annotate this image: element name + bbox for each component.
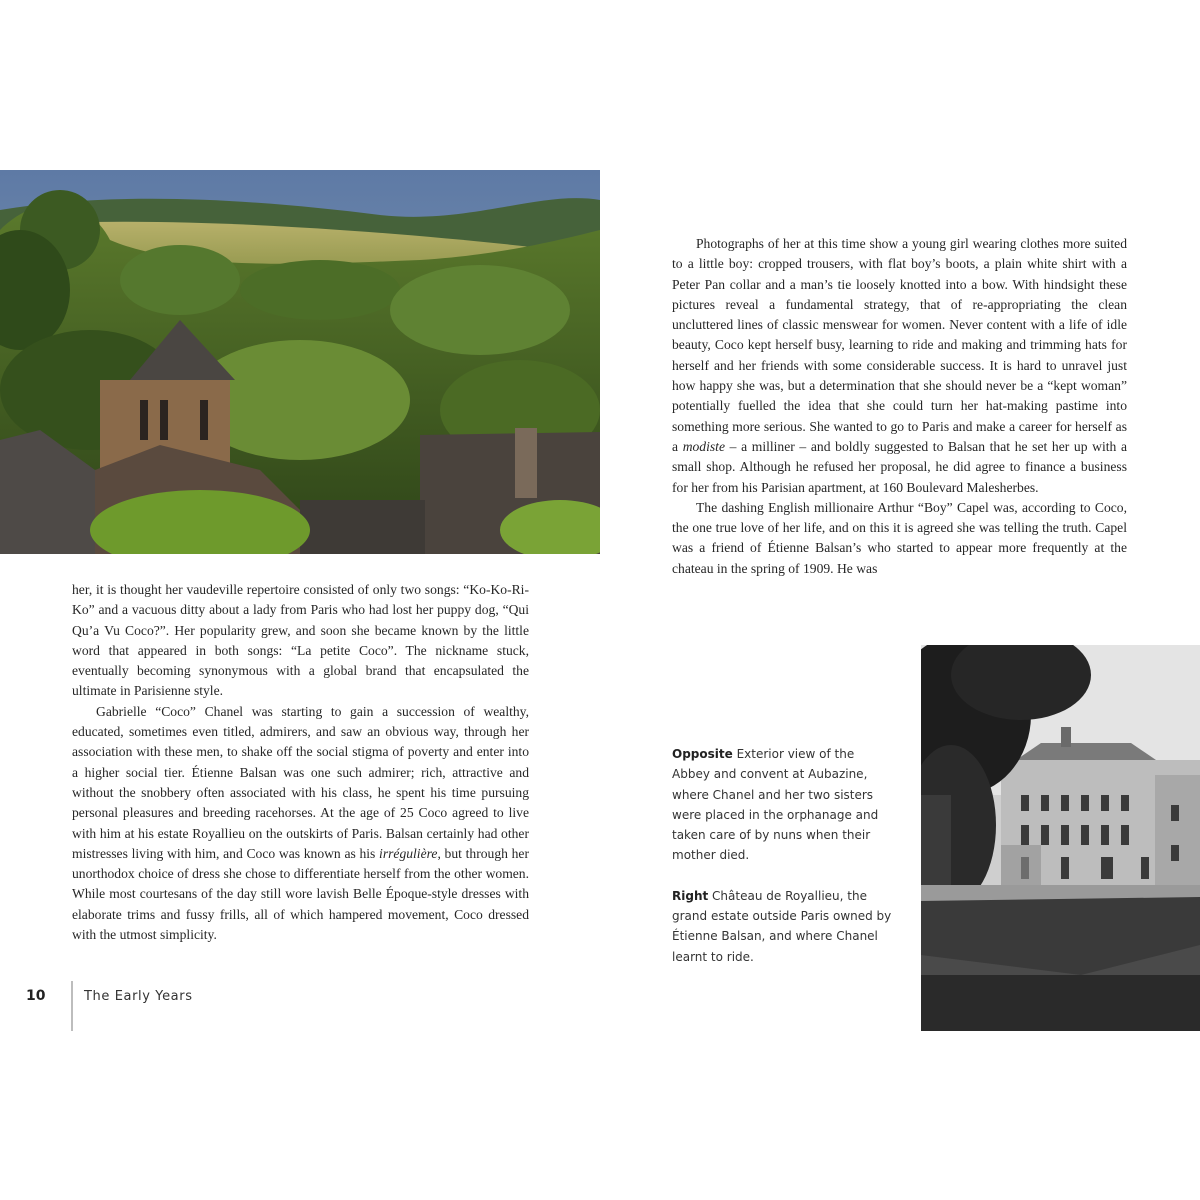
body-paragraph: Photographs of her at this time show a young girl wearing clothes more suited to a little boy: cropped trousers, with flat boy’s boots, a plain white shirt with a Peter Pan collar and a man’s tie loosely knotted into a bow. With hindsight these pictures reveal a fundamental strategy, that of re-appropriating the clean uncluttered lines of classic menswear for women. Never content with a life of idle beauty, Coco kept herself busy, learning to ride and making and trimming hats for herself and her friends with some considerable success. It is hard to unravel just how happy she was, but a determination that she should never be a “kept woman” potentially fuelled the idea that she could turn her hat-making pastime into something more serious. She wanted to go to Paris and make a career for herself as a modiste – a milliner – and boldly suggested to Balsan that he set her up with a small shop. Although he refused her proposal, he did agree to finance a business for her from his Parisian apartment, at 160 Boulevard Malesherbes. xyxy=(672,236,1127,495)
abbey-photo xyxy=(0,170,600,554)
body-paragraph: Gabrielle “Coco” Chanel was starting to gain a succession of wealthy, educated, sometimes even titled, admirers, and saw an obvious way, through her association with these men, to shake off the social stigma of poverty and enter into a higher social tier. Étienne Balsan was one such admirer; rich, attractive and without the snobbery often associated with his class, he spent his time pursuing personal pleasures and breeding racehorses. At the age of 25 Coco agreed to live with him at his estate Royallieu on the outskirts of Paris. Balsan certainly had other mistresses living with him, and Coco was known as his irrégulière, but through her unorthodox choice of dress she chose to differentiate herself from the other women. While most courtesans of the day still wore lavish Belle Époque-style dresses with elaborate trims and fussy frills, all of which hampered movement, Coco dressed with the utmost simplicity. xyxy=(72,703,529,943)
left-text-column xyxy=(72,580,529,945)
footer-divider xyxy=(71,981,73,1031)
page-number: 10 xyxy=(26,988,46,1004)
caption-right: Right Château de Royallieu, the grand estate outside Paris owned by Étienne Balsan, and where Chanel learnt to ride. xyxy=(672,888,892,964)
running-section-title: The Early Years xyxy=(84,989,193,1004)
right-text-column xyxy=(672,234,1127,579)
caption-opposite: Opposite Exterior view of the Abbey and convent at Aubazine, where Chanel and her two sisters were placed in the orphanage and taken care of by nuns when their mother died. xyxy=(672,747,879,863)
chateau-image xyxy=(921,645,1200,1031)
body-paragraph: her, it is thought her vaudeville repertoire consisted of only two songs: “Ko-Ko-Ri-Ko” and a vacuous ditty about a lady from Paris who had lost her puppy dog, “Qui Qu’a Vu Coco?”. Her popularity grew, and soon she became known by the little word that appeared in both songs: “La petite Coco”. The nickname stuck, eventually becoming synonymous with a global brand that encapsulated the ultimate in Parisienne style. xyxy=(72,582,529,699)
body-paragraph: The dashing English millionaire Arthur “Boy” Capel was, according to Coco, the one true love of her life, and on this it is agreed she was telling the truth. Capel was a friend of Étienne Balsan’s who started to appear more frequently at the chateau in the spring of 1909. He was xyxy=(672,499,1127,576)
photo-captions xyxy=(672,744,894,987)
chateau-photo xyxy=(921,645,1200,1031)
abbey-landscape-image xyxy=(0,170,600,554)
